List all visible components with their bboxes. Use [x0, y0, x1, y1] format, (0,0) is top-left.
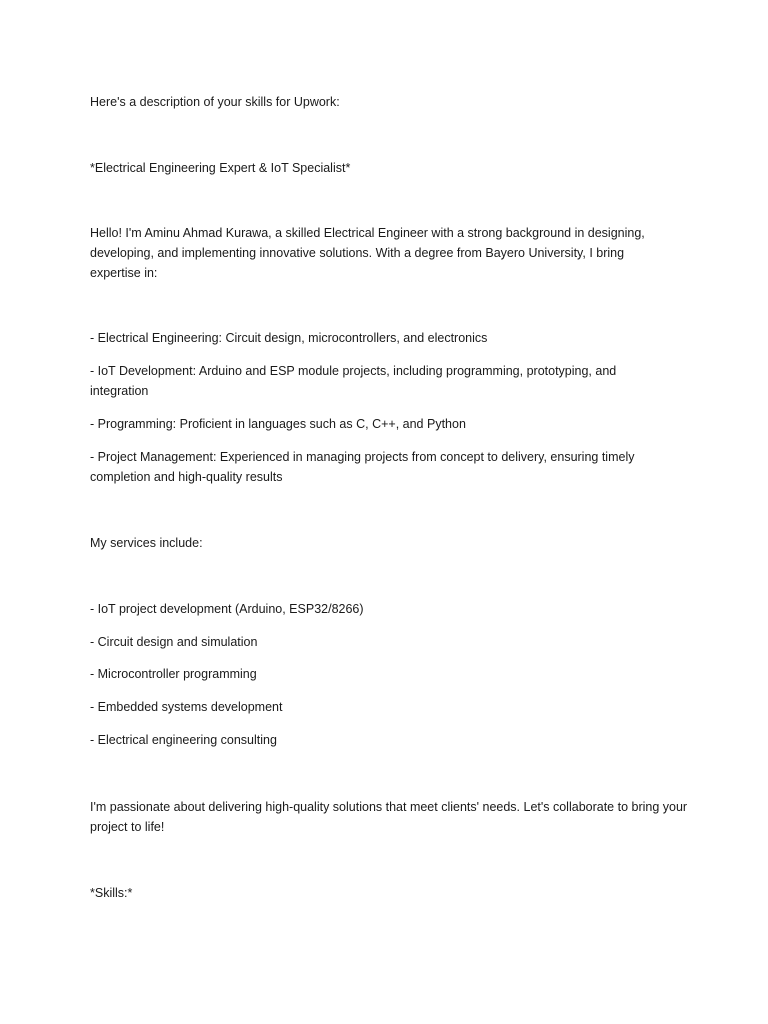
service-item: - Circuit design and simulation: [90, 635, 258, 649]
skills-heading: *Skills:*: [90, 886, 133, 900]
service-item: - Embedded systems development: [90, 700, 283, 714]
service-item: - Microcontroller programming: [90, 667, 257, 681]
service-item: - IoT project development (Arduino, ESP32/8266): [90, 602, 364, 616]
service-item: - Electrical engineering consulting: [90, 733, 277, 747]
document-title: *Electrical Engineering Expert & IoT Specialist*: [90, 161, 351, 175]
expertise-item: - Electrical Engineering: Circuit design, microcontrollers, and electronics: [90, 331, 488, 345]
expertise-item: - Project Management: Experienced in managing projects from concept to delivery, ensuring timely completion and high-quality results: [90, 450, 635, 484]
closing-paragraph: I'm passionate about delivering high-quality solutions that meet clients' needs. Let's collaborate to bring your project to life!: [90, 800, 688, 834]
expertise-item: - Programming: Proficient in languages such as C, C++, and Python: [90, 417, 466, 431]
expertise-item: - IoT Development: Arduino and ESP module projects, including programming, prototyping, and integration: [90, 364, 617, 398]
about-paragraph: Hello! I'm Aminu Ahmad Kurawa, a skilled Electrical Engineer with a strong background in designing, developing, and implementing innovative solutions. With a degree from Bayero University, I bring expertise in:: [90, 226, 645, 280]
services-heading: My services include:: [90, 536, 203, 550]
intro-text: Here's a description of your skills for Upwork:: [90, 95, 340, 109]
